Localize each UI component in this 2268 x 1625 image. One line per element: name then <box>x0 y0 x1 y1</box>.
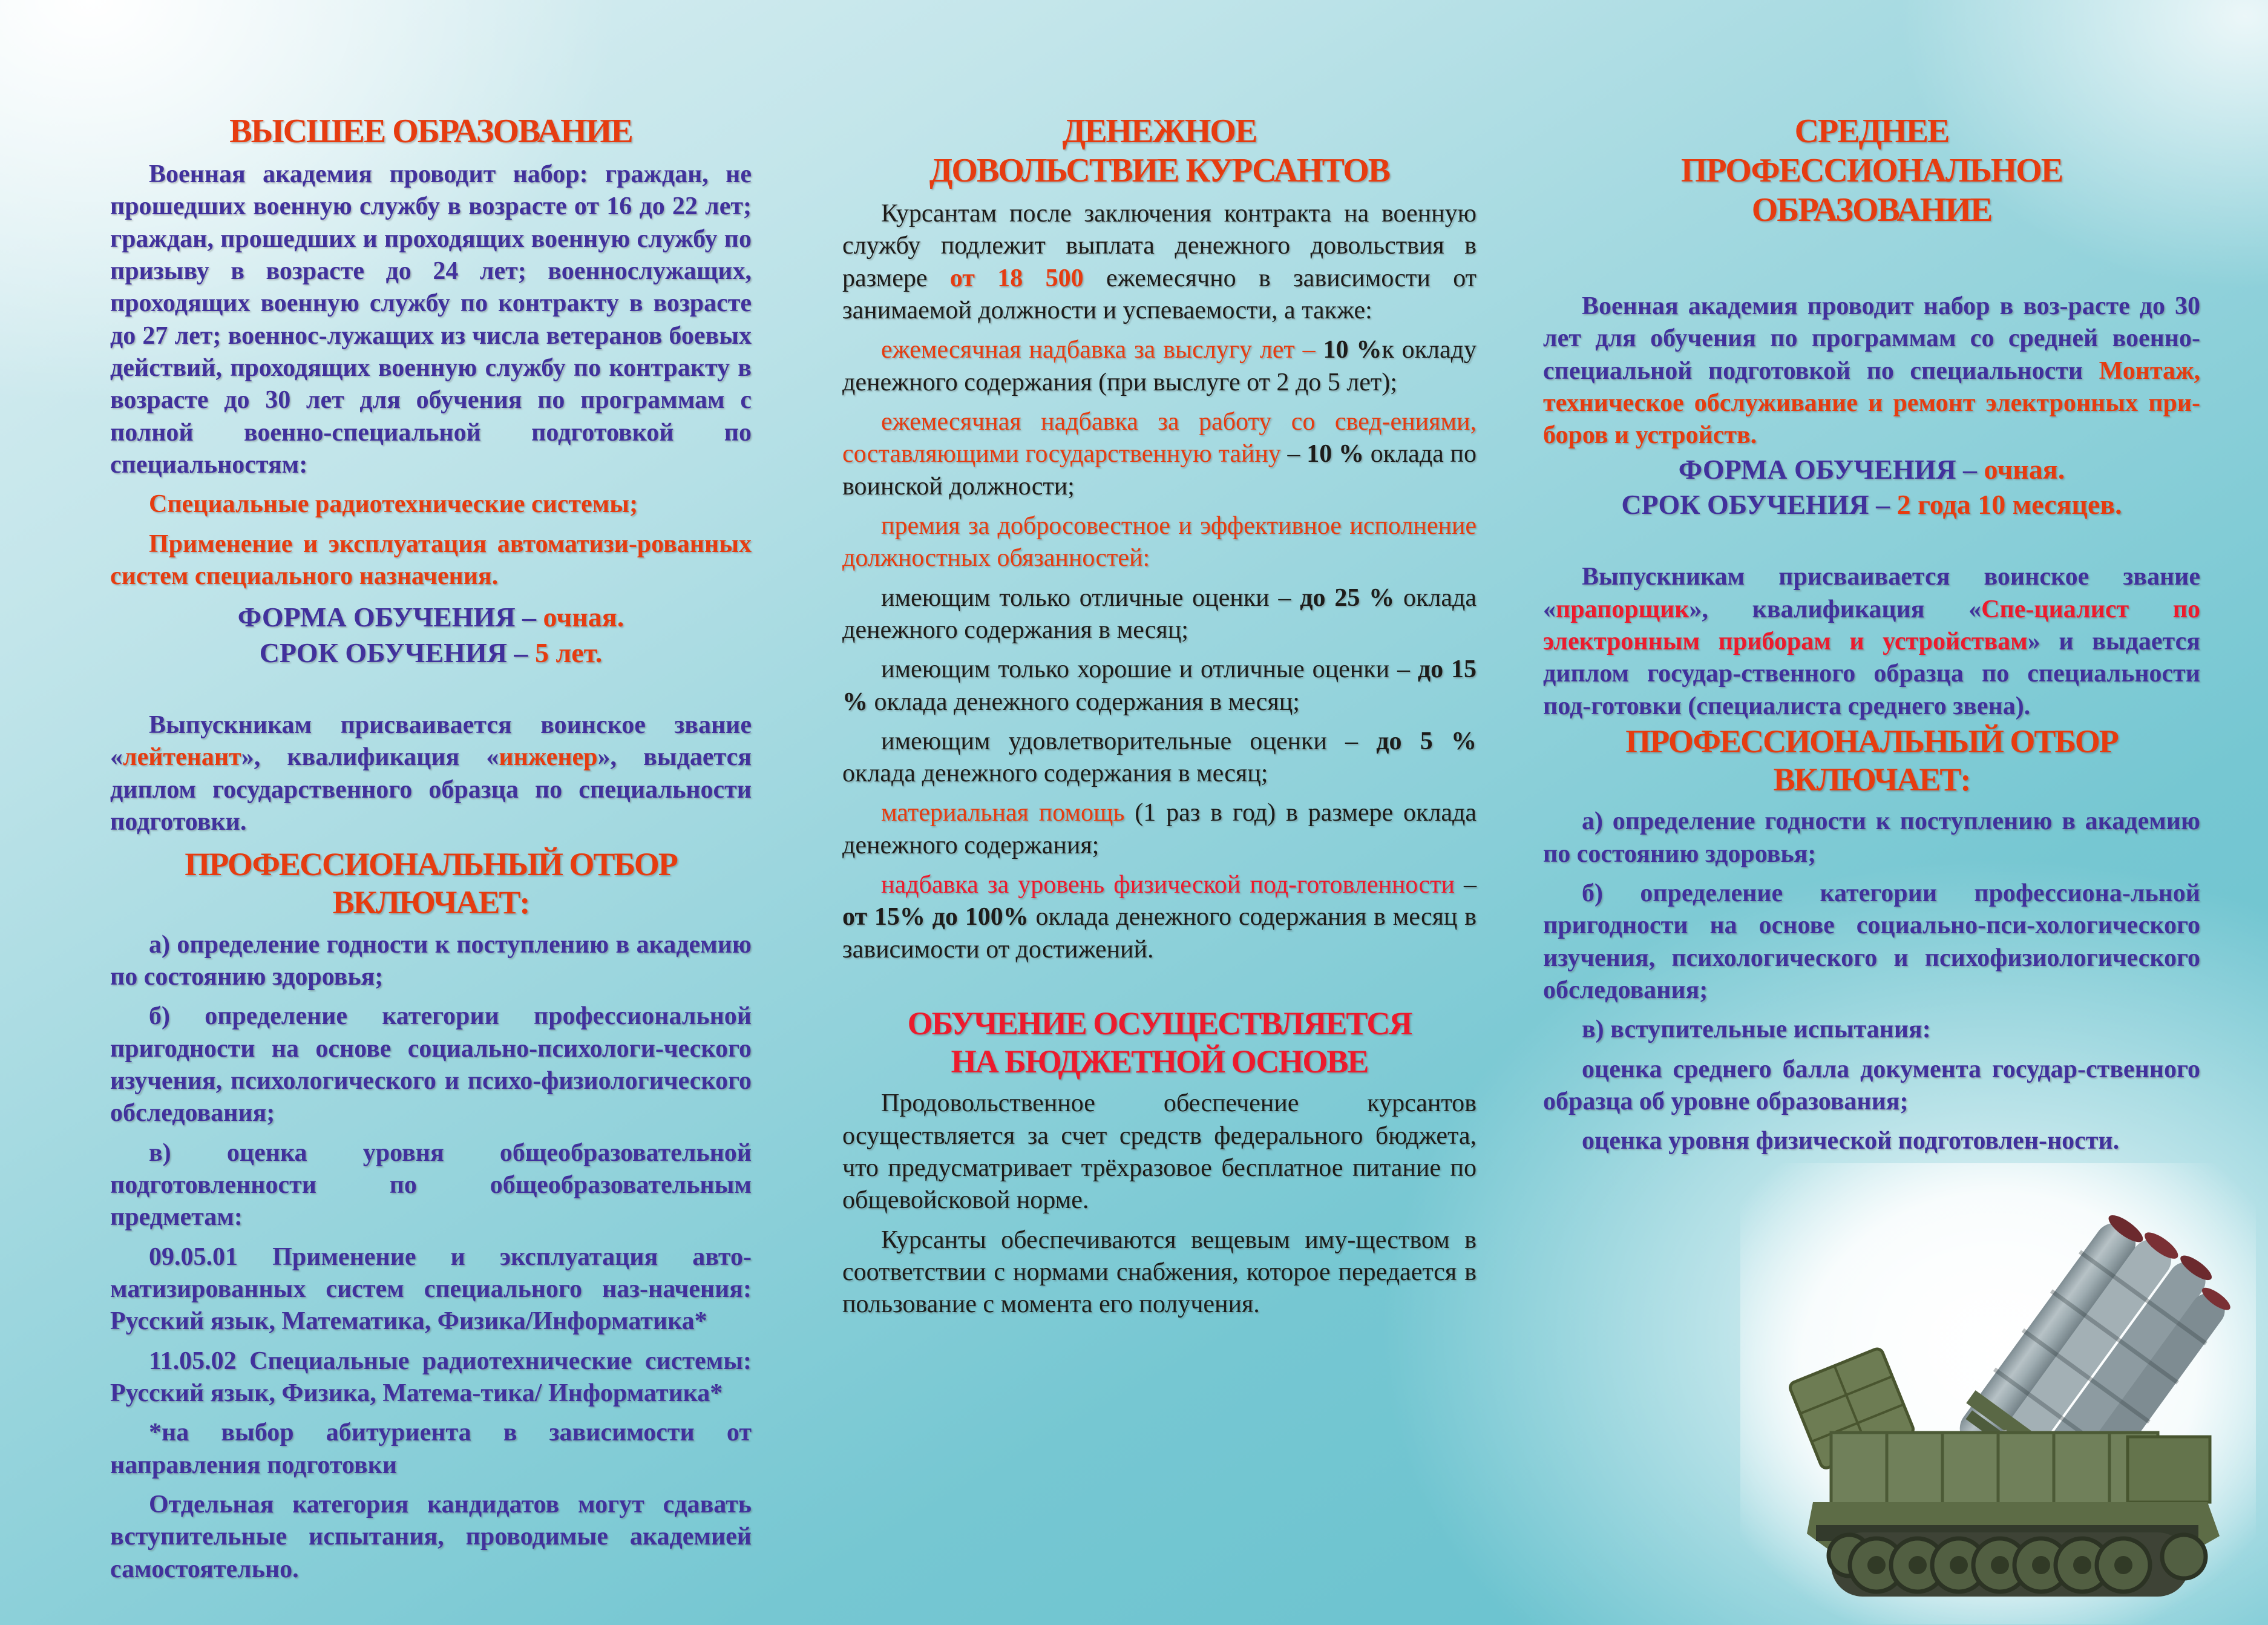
secondary-graduate-paragraph: Выпускникам присваивается воинское звание «прапорщик», квалификация «Спе-циалист по электронным приборам и устройствам» и выдается диплом государ-ственного образца по специальности под-готовки (специалиста среднего звена). <box>1543 563 2201 720</box>
higher-specialty-1: Специальные радиотехнические системы; <box>149 490 638 519</box>
secondary-exam-1: оценка среднего балла документа государ-ственного образца об уровне образования; <box>1543 1055 2200 1115</box>
higher-graduate-paragraph: Выпускникам присваивается воинское звание «лейтенант», квалификация «инженер», выдается диплом государственного образца по специальности подготовки. <box>110 711 752 836</box>
higher-item-b: б) определение категории профессиональной пригодности на основе социально-психологи-ческого изучения, психологического и психо-физиологического обследования; <box>110 1002 752 1128</box>
panel-higher-education <box>110 112 752 1586</box>
allowance-bullet-secrecy: ежемесячная надбавка за работу со свед-ениями, составляющими государственную тайну – 10 % оклада по воинской должности; <box>842 407 1477 501</box>
secondary-study-term: СРОК ОБУЧЕНИЯ – 2 года 10 месяцев. <box>1621 488 2122 520</box>
secondary-intro: Военная академия проводит набор в воз-расте до 30 лет для обучения по программам со средней военно-специальной подготовкой по специальности Монтаж, техническое обслуживание и ремонт электронных при-боров и устройств. <box>1543 292 2200 450</box>
equipment-boxes <box>1831 1433 2210 1504</box>
allowance-bullet-bonus: премия за добросовестное и эффективное исполнение должностных обязанностей: <box>842 511 1476 573</box>
missile-launcher-photo <box>1740 1163 2256 1624</box>
allowance-bullet-fitness: надбавка за уровень физической под-готовленности – от 15% до 100% оклада денежного содержания в месяц в зависимости от достижений. <box>842 871 1477 964</box>
allowance-bullet-good: имеющим только хорошие и отличные оценки – до 15 % оклада денежного содержания в месяц; <box>842 655 1476 716</box>
allowance-bullet-seniority: ежемесячная надбавка за выслугу лет – 10 %к окладу денежного содержания (при выслуге от 2 до 5 лет); <box>842 336 1476 396</box>
allowance-clothing: Курсанты обеспечиваются вещевым иму-ществом в соответствии с нормами снабжения, которое передается в пользование с момента его получения. <box>842 1226 1476 1319</box>
allowance-intro: Курсантам после заключения контракта на военную службу подлежит выплата денежного довольствия в размере от 18 500 ежемесячно в зависимости от занимаемой должности и успеваемости, а также: <box>842 199 1477 324</box>
higher-intro: Военная академия проводит набор: граждан, не прошедших военную службу в возрасте от 16 до 22 лет; граждан, прошедших и проходящих военную службу по призыву в возрасте до 24 лет; военнослужащих, проходящих военную службу по контракту в возрасте до 27 лет; военнос-лужащих из числа ветеранов боевых действий, проходящих военную службу по контракту в возрасте до 30 лет для обучения по программам с полной военно-специальной подготовкой по специальностям: <box>110 160 752 479</box>
allowance-title: ДЕНЕЖНОЕ ДОВОЛЬСТВИЕ КУРСАНТОВ <box>929 113 1390 189</box>
allowance-bullet-satisfactory: имеющим удовлетворительные оценки – до 5 % оклада денежного содержания в месяц; <box>842 727 1477 788</box>
higher-program-2: 11.05.02 Специальные радиотехнические системы: Русский язык, Физика, Матема-тика/ Информатика* <box>110 1347 752 1407</box>
higher-study-form: ФОРМА ОБУЧЕНИЯ – очная. <box>237 602 624 633</box>
allowance-food: Продовольственное обеспечение курсантов осуществляется за счет средств федерального бюджета, что предусматривает трёхразовое бесплатное питание по общевойсковой норме. <box>842 1089 1476 1215</box>
secondary-study-form: ФОРМА ОБУЧЕНИЯ – очная. <box>1678 453 2065 485</box>
secondary-item-v: в) вступительные испытания: <box>1582 1016 1931 1044</box>
allowance-bullet-excellent: имеющим только отличные оценки – до 25 % оклада денежного содержания в месяц; <box>842 583 1476 644</box>
secondary-selection-title: ПРОФЕССИОНАЛЬНЫЙ ОТБОР ВКЛЮЧАЕТ: <box>1625 723 2118 798</box>
tracked-chassis <box>1807 1502 2220 1597</box>
higher-study-term: СРОК ОБУЧЕНИЯ – 5 лет. <box>259 637 603 668</box>
allowance-bullet-material-aid: материальная помощь (1 раз в год) в размере оклада денежного содержания; <box>842 799 1476 859</box>
secondary-title: СРЕДНЕЕ ПРОФЕССИОНАЛЬНОЕ ОБРАЗОВАНИЕ <box>1680 113 2063 229</box>
higher-education-title: ВЫСШЕЕ ОБРАЗОВАНИЕ <box>229 113 632 150</box>
higher-item-v: в) оценка уровня общеобразовательной подготовленности по общеобразовательным предметам: <box>110 1138 752 1232</box>
higher-item-a: а) определение годности к поступлению в академию по состоянию здоровья; <box>110 930 752 991</box>
higher-program-1: 09.05.01 Применение и эксплуатация авто-матизированных систем специального наз-начения: Русский язык, Математика, Физика/Информатика* <box>110 1243 752 1336</box>
higher-separate-exam: Отдельная категория кандидатов могут сдавать вступительные испытания, проводимые академией самостоятельно. <box>110 1490 752 1583</box>
secondary-item-b: б) определение категории профессиона-льной пригодности на основе социально-пси-хологического изучения, психологического и психофизиологического обследования; <box>1543 879 2200 1004</box>
higher-specialty-2: Применение и эксплуатация автоматизи-рованных систем специального назначения. <box>110 530 752 590</box>
panel-monetary-allowance <box>842 112 1476 1321</box>
secondary-exam-2: оценка уровня физической подготовлен-ности. <box>1582 1127 2120 1155</box>
panel-secondary-education <box>1543 112 2200 1157</box>
higher-note: *на выбор абитуриента в зависимости от направления подготовки <box>110 1419 752 1479</box>
secondary-item-a: а) определение годности к поступлению в академию по состоянию здоровья; <box>1543 807 2200 868</box>
higher-selection-title: ПРОФЕССИОНАЛЬНЫЙ ОТБОР ВКЛЮЧАЕТ: <box>185 846 677 921</box>
budget-title: ОБУЧЕНИЕ ОСУЩЕСТВЛЯЕТСЯ НА БЮДЖЕТНОЙ ОСНОВЕ <box>907 1005 1412 1080</box>
